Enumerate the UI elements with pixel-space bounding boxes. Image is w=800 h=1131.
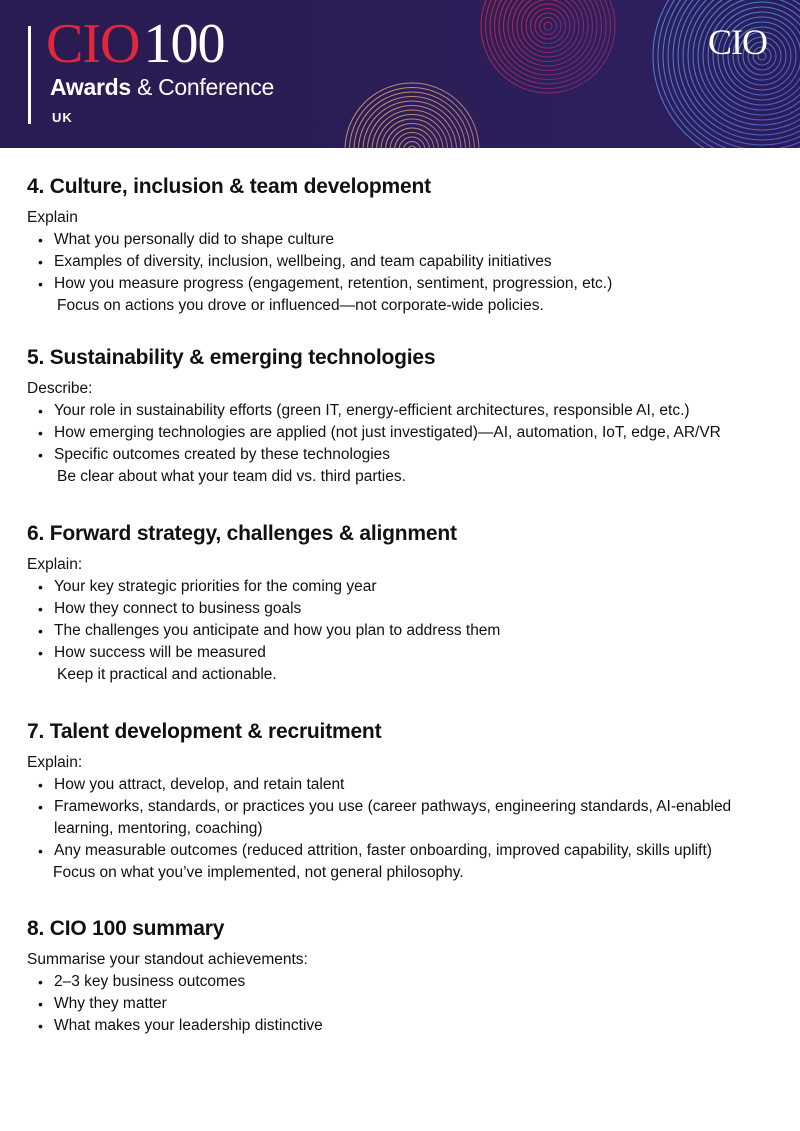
section-intro: Explain [27, 209, 78, 226]
section-culture [27, 174, 777, 317]
list-item: • Specific outcomes created by these technologies [54, 444, 777, 466]
list-item: • How they connect to business goals [54, 598, 777, 620]
decorative-ring [531, 9, 566, 44]
list-item: • Frameworks, standards, or practices you use (career pathways, engineering standards, AI-enabled learning, mentoring, coaching) [54, 796, 754, 840]
section-intro: Explain: [27, 754, 83, 771]
list-item: • Your role in sustainability efforts (green IT, energy-efficient architectures, responsible AI, etc.) [54, 400, 777, 422]
header-banner [0, 0, 800, 148]
list-item: • Any measurable outcomes (reduced attrition, faster onboarding, improved capability, skills uplift) [54, 840, 754, 862]
list-item: • What makes your leadership distinctive [54, 1015, 777, 1037]
section-intro: Explain: [27, 556, 83, 573]
decorative-ring [544, 22, 552, 30]
logo-cio-text: CIO [46, 13, 140, 75]
section-list [27, 229, 777, 295]
list-item: • How you attract, develop, and retain talent [54, 774, 777, 796]
decorative-ring [535, 13, 561, 39]
decorative-ring [354, 92, 470, 148]
section-note: Keep it practical and actionable. [57, 666, 277, 683]
section-intro: Summarise your standout achievements: [27, 951, 308, 968]
section-list [27, 971, 777, 1037]
logo-region: UK [52, 110, 73, 125]
decorative-ring [508, 0, 588, 66]
section-talent [27, 719, 777, 884]
section-note: Focus on what you’ve implemented, not general philosophy. [53, 864, 464, 881]
section-title: 7. Talent development & recruitment [27, 720, 382, 743]
logo-cio100 [46, 14, 224, 74]
list-item: • 2–3 key business outcomes [54, 971, 777, 993]
list-item: • Your key strategic priorities for the coming year [54, 576, 777, 598]
document-content [27, 148, 777, 1037]
logo-bar [28, 26, 31, 124]
section-title: 8. CIO 100 summary [27, 917, 225, 940]
section-title: 4. Culture, inclusion & team development [27, 175, 431, 198]
list-item: • What you personally did to shape culture [54, 229, 777, 251]
section-list [27, 576, 777, 664]
logo-awards-conference [50, 73, 274, 101]
section-title: 6. Forward strategy, challenges & alignment [27, 522, 457, 545]
decorative-ring [526, 4, 570, 48]
section-intro: Describe: [27, 380, 93, 397]
list-item: • The challenges you anticipate and how you plan to address them [54, 620, 777, 642]
list-item: • Examples of diversity, inclusion, wellbeing, and team capability initiatives [54, 251, 777, 273]
section-summary [27, 916, 777, 1037]
list-item: • How you measure progress (engagement, retention, sentiment, progression, etc.) [54, 273, 777, 295]
section-sustainability [27, 345, 777, 488]
decorative-ring [499, 0, 597, 75]
section-strategy [27, 521, 777, 686]
logo-100-text: 100 [143, 13, 225, 75]
decorative-ring [359, 97, 466, 149]
list-item: • How success will be measured [54, 642, 777, 664]
section-list [27, 400, 777, 466]
decorative-ring [504, 0, 593, 71]
decorative-ring [522, 0, 575, 53]
section-list [27, 774, 777, 862]
section-note: Be clear about what your team did vs. third parties. [57, 468, 406, 485]
brand-logo-cio: CIO [708, 22, 767, 62]
decorative-ring [540, 18, 557, 35]
section-note: Focus on actions you drove or influenced—not corporate-wide policies. [57, 297, 544, 314]
list-item: • How emerging technologies are applied (not just investigated)—AI, automation, IoT, edge, AR/VR [54, 422, 754, 444]
logo-conference-text: & Conference [136, 74, 275, 100]
list-item: • Why they matter [54, 993, 777, 1015]
decorative-ring [390, 128, 434, 148]
decorative-ring [693, 0, 800, 125]
section-title: 5. Sustainability & emerging technologies [27, 346, 436, 369]
logo-awards-text: Awards [50, 74, 131, 100]
decorative-ring [386, 124, 439, 149]
